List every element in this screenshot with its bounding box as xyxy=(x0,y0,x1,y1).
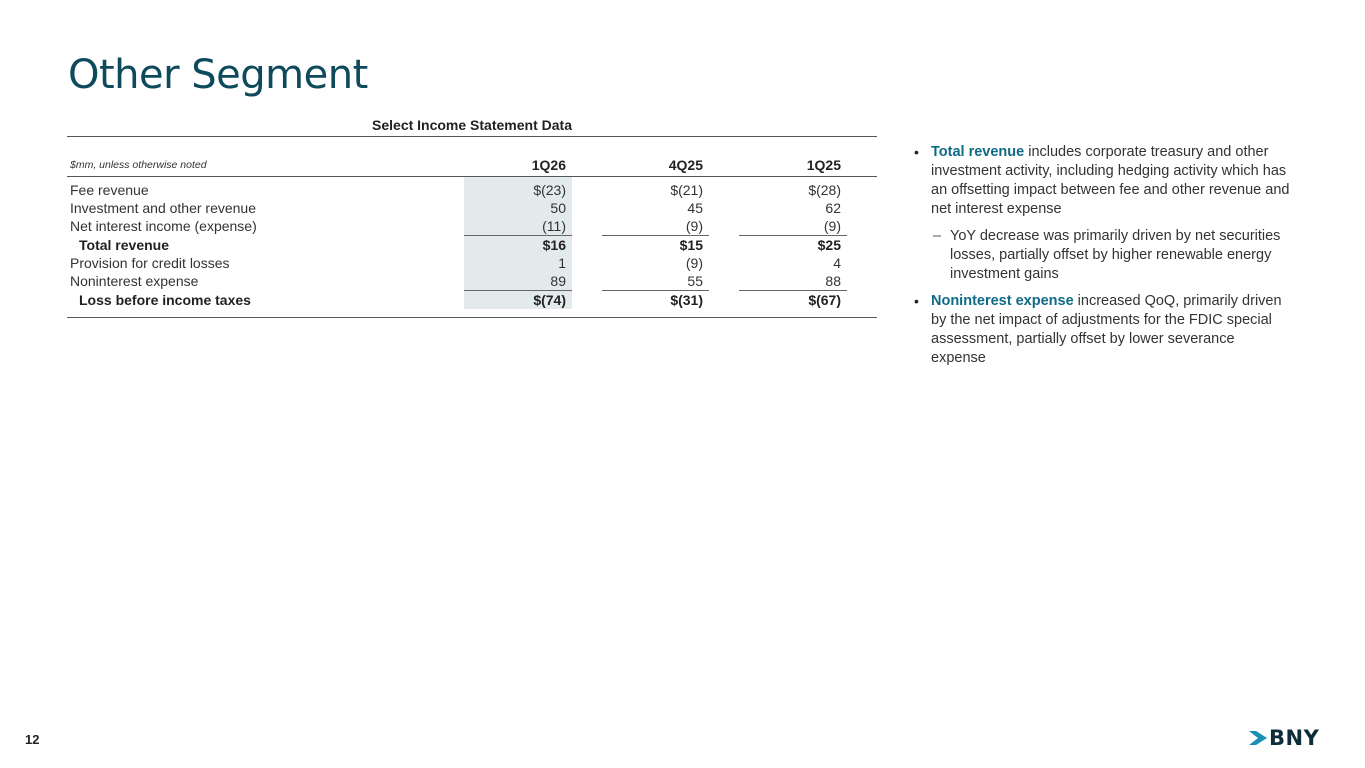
cell-1q26: 89 xyxy=(464,272,572,291)
table-row-investment-other-revenue xyxy=(67,199,877,217)
column-header-4q25: 4Q25 xyxy=(602,137,709,177)
row-label: Investment and other revenue xyxy=(70,200,257,216)
table-row-net-interest-income xyxy=(67,217,877,236)
table-row-noninterest-expense xyxy=(67,272,877,291)
bullet-dot-icon: • xyxy=(914,144,919,160)
page-number: 12 xyxy=(25,732,40,747)
sub-bullet-text: YoY decrease was primarily driven by net securities losses, partially offset by higher renewable energy investment gains xyxy=(950,228,1281,282)
cell-4q25: 45 xyxy=(687,200,703,216)
commentary xyxy=(912,143,1292,376)
table-caption: Select Income Statement Data xyxy=(372,117,572,133)
cell-4q25: (9) xyxy=(685,255,703,271)
cell-1q26: $(74) xyxy=(464,291,572,310)
logo-text: BNY xyxy=(1269,726,1320,750)
cell-4q25: $(31) xyxy=(602,291,709,310)
cell-1q25: 62 xyxy=(825,200,841,216)
page-title: Other Segment xyxy=(68,52,368,98)
income-statement-table xyxy=(67,136,877,318)
bullet-lead: Noninterest expense xyxy=(931,293,1074,309)
bullet-dot-icon: • xyxy=(914,293,919,309)
cell-4q25: 55 xyxy=(687,273,703,289)
cell-1q26: $(23) xyxy=(464,177,572,200)
bullet-total-revenue xyxy=(912,143,1292,219)
cell-1q25: $(67) xyxy=(739,291,847,310)
bullet-text: increased QoQ, primarily driven by the net impact of adjustments for the FDIC special assessment, partially offset by lower severance expense xyxy=(931,293,1282,366)
cell-1q25: 88 xyxy=(825,273,841,289)
bny-logo xyxy=(1249,727,1319,749)
cell-4q25: (9) xyxy=(685,218,703,234)
table-bottom-rule xyxy=(67,309,877,318)
sub-bullet-yoy xyxy=(912,227,1292,284)
cell-1q26: 50 xyxy=(464,199,572,217)
cell-1q25: (9) xyxy=(823,218,841,234)
row-label: Provision for credit losses xyxy=(70,255,230,271)
dash-icon: – xyxy=(933,228,942,244)
column-header-1q26: 1Q26 xyxy=(464,137,572,177)
row-label: Fee revenue xyxy=(70,182,149,198)
cell-1q25: $25 xyxy=(739,236,847,255)
bullet-text: includes corporate treasury and other investment activity, including hedging activity which has an offsetting impact between fee and other revenue and net interest expense xyxy=(931,144,1290,217)
table-row-provision-credit-losses xyxy=(67,254,877,272)
bullet-noninterest-expense xyxy=(912,292,1292,368)
row-label: Loss before income taxes xyxy=(79,291,251,308)
row-label: Noninterest expense xyxy=(70,273,199,290)
table-row-total-revenue xyxy=(67,236,877,255)
unit-note: $mm, unless otherwise noted xyxy=(67,137,464,177)
arrow-chevron-icon xyxy=(1249,731,1267,745)
row-label: Total revenue xyxy=(79,236,169,253)
cell-1q25: $(28) xyxy=(808,182,841,198)
cell-1q26: (11) xyxy=(464,217,572,236)
cell-1q25: 4 xyxy=(833,255,841,271)
table-header-row xyxy=(67,137,877,177)
cell-4q25: $(21) xyxy=(670,182,703,198)
row-label: Net interest income (expense) xyxy=(70,218,257,235)
cell-1q26: 1 xyxy=(464,254,572,272)
column-header-1q25: 1Q25 xyxy=(739,137,847,177)
table-row-fee-revenue xyxy=(67,177,877,200)
cell-4q25: $15 xyxy=(602,236,709,255)
table-row-loss-before-taxes xyxy=(67,291,877,310)
cell-1q26: $16 xyxy=(464,236,572,255)
bullet-lead: Total revenue xyxy=(931,144,1025,160)
